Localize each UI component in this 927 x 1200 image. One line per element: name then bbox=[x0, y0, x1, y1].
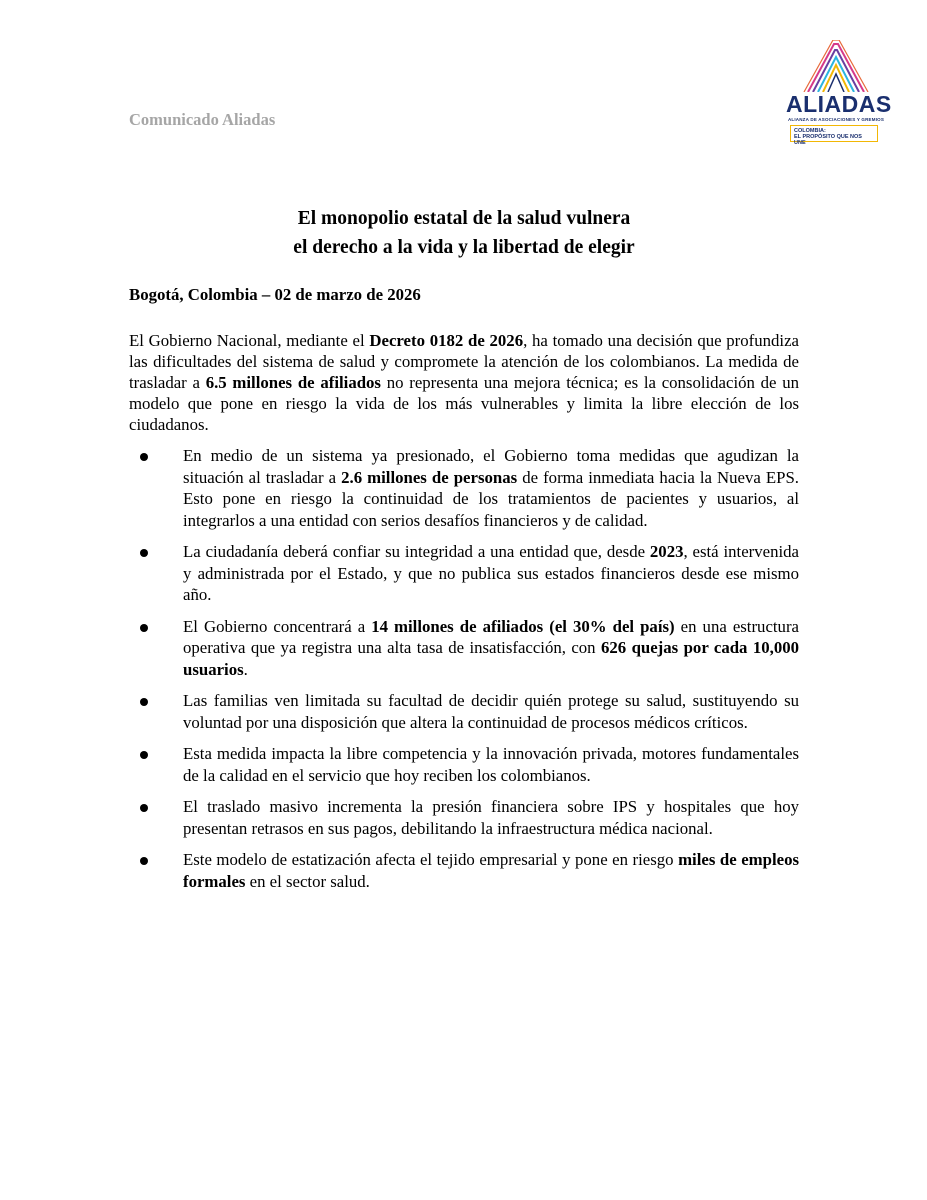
bullet-dot-icon bbox=[140, 549, 148, 557]
bullet-text: en el sector salud. bbox=[245, 871, 370, 891]
bullet-dot-icon bbox=[140, 857, 148, 865]
bullet-item bbox=[129, 690, 799, 733]
bullet-item bbox=[129, 743, 799, 786]
bullet-item bbox=[129, 445, 799, 531]
bullet-text: . bbox=[243, 659, 248, 679]
bullet-text: Este modelo de estatización afecta el tejido empresarial y pone en riesgo bbox=[183, 850, 679, 869]
bullet-item bbox=[129, 541, 799, 606]
bullet-dot-icon bbox=[140, 804, 148, 812]
bullet-dot-icon bbox=[140, 624, 148, 632]
logo-tagline-line-1: COLOMBIA: bbox=[794, 128, 826, 134]
bullet-text: de forma inmediata hacia la Nueva EPS. Esto pone en riesgo la continuidad de los tratamientos de pacientes y usuarios, al integrarlos a una entidad con serios desafíos financieros y de calidad. bbox=[183, 467, 800, 530]
bullet-bold: 2.6 millones de personas bbox=[341, 467, 518, 487]
bullet-item bbox=[129, 849, 799, 892]
bullet-text: en una estructura operativa que ya registra una alta tasa de insatisfacción, con bbox=[183, 616, 799, 657]
bullet-text: El traslado masivo incrementa la presión financiera sobre IPS y hospitales que hoy presentan retrasos en sus pagos, debilitando la infraestructura médica nacional. bbox=[183, 797, 799, 838]
logo-tagline-box bbox=[790, 125, 878, 146]
header-label: Comunicado Aliadas bbox=[129, 110, 276, 129]
bullet-item bbox=[129, 616, 799, 681]
title-line-1: El monopolio estatal de la salud vulnera bbox=[297, 208, 631, 229]
aliadas-logo bbox=[786, 40, 892, 150]
bullet-text: En medio de un sistema ya presionado, el Gobierno toma medidas que agudizan la situación al trasladar a bbox=[183, 446, 799, 487]
bullet-text: Las familias ven limitada su facultad de decidir quién protege su salud, sustituyendo su voluntad por una disposición que altera la continuidad de procesos médicos críticos. bbox=[183, 691, 799, 732]
bullet-bold: 14 millones de afiliados (el 30% del país) bbox=[371, 616, 675, 636]
intro-text-1: El Gobierno Nacional, mediante el bbox=[129, 331, 370, 350]
intro-bold-affiliates: 6.5 millones de afiliados bbox=[205, 373, 381, 392]
bullet-dot-icon bbox=[140, 751, 148, 759]
intro-bold-decree: Decreto 0182 de 2026 bbox=[369, 331, 524, 350]
bullet-text: , está intervenida y administrada por el Estado, y que no publica sus estados financieros desde ese mismo año. bbox=[183, 542, 799, 604]
bullet-bold: 626 quejas por cada 10,000 usuarios bbox=[183, 638, 799, 679]
intro-text-3: no representa una mejora técnica; es la consolidación de un modelo que pone en riesgo la vida de los más vulnerables y limita la libre elección de los ciudadanos. bbox=[129, 373, 800, 434]
bullet-item bbox=[129, 796, 799, 839]
bullet-bold: miles de empleos formales bbox=[183, 850, 799, 891]
bullet-text: Esta medida impacta la libre competencia y la innovación privada, motores fundamentales de la calidad en el servicio que hoy reciben los colombianos. bbox=[183, 744, 799, 785]
bullet-bold: 2023 bbox=[649, 542, 684, 561]
bullet-dot-icon bbox=[140, 453, 148, 461]
logo-subtitle: ALIANZA DE ASOCIACIONES Y GREMIOS bbox=[787, 117, 885, 122]
intro-paragraph bbox=[129, 330, 799, 435]
document-title bbox=[129, 204, 799, 262]
title-line-2: el derecho a la vida y la libertad de elegir bbox=[293, 237, 635, 258]
intro-text-2: , ha tomado una decisión que profundiza las dificultades del sistema de salud y compromete la atención de los colombianos. La medida de trasladar a bbox=[129, 331, 799, 392]
bullet-dot-icon bbox=[140, 698, 148, 706]
bullet-list bbox=[129, 445, 799, 902]
aliadas-logo-mark-icon bbox=[786, 40, 886, 92]
logo-wordmark: ALIADAS bbox=[786, 91, 892, 117]
logo-tagline-line-2: EL PROPÓSITO QUE NOS UNE bbox=[794, 134, 862, 146]
bullet-text: El Gobierno concentrará a bbox=[183, 616, 372, 636]
dateline: Bogotá, Colombia – 02 de marzo de 2026 bbox=[129, 285, 421, 304]
bullet-text: La ciudadanía deberá confiar su integridad a una entidad que, desde bbox=[183, 542, 650, 561]
